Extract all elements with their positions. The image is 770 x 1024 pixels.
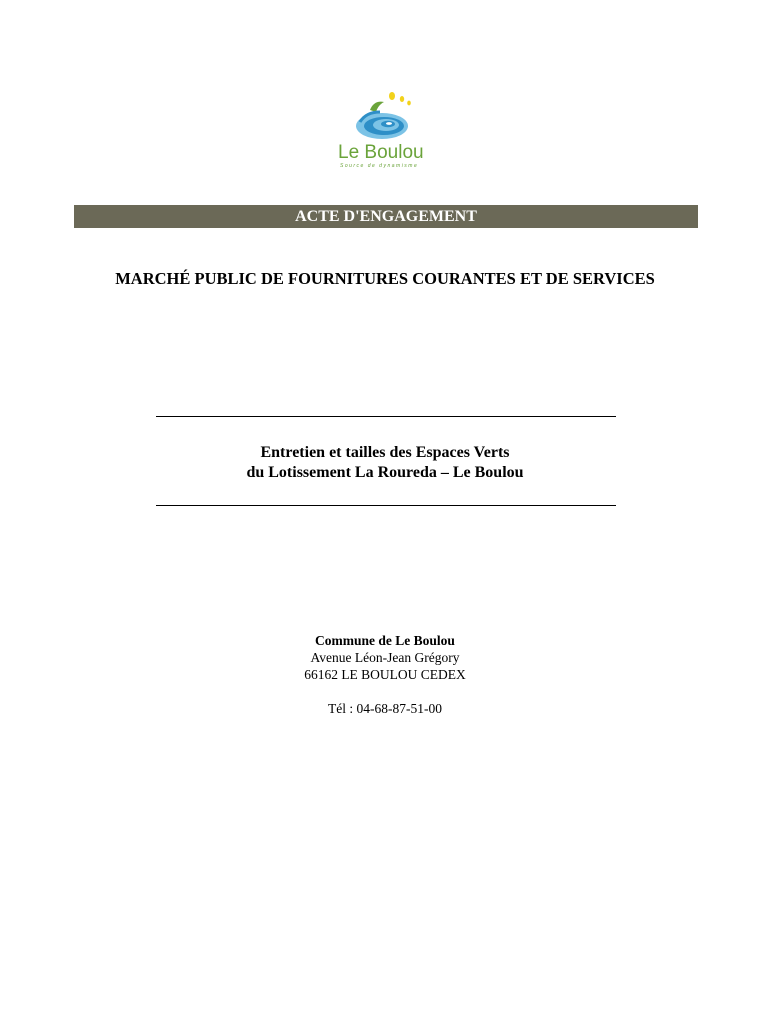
swirl-logo-icon bbox=[330, 90, 442, 150]
contact-street: Avenue Léon-Jean Grégory bbox=[310, 650, 460, 665]
divider-bottom bbox=[156, 505, 616, 506]
document-title-banner: ACTE D'ENGAGEMENT bbox=[74, 205, 698, 228]
object-title-line-2: du Lotissement La Roureda – Le Boulou bbox=[246, 464, 524, 481]
document-subtitle: MARCHÉ PUBLIC DE FOURNITURES COURANTES ET DE SERVICES bbox=[115, 269, 655, 288]
logo-tagline: Source de dynamisme bbox=[340, 163, 419, 169]
contact-city: 66162 LE BOULOU CEDEX bbox=[304, 667, 466, 682]
contact-name: Commune de Le Boulou bbox=[315, 633, 455, 648]
divider-top bbox=[156, 416, 616, 417]
contact-phone: Tél : 04-68-87-51-00 bbox=[328, 701, 442, 716]
object-title-line-1: Entretien et tailles des Espaces Verts bbox=[260, 444, 510, 461]
logo-wordmark: Le Boulou bbox=[338, 142, 424, 163]
le-boulou-logo bbox=[330, 90, 442, 172]
